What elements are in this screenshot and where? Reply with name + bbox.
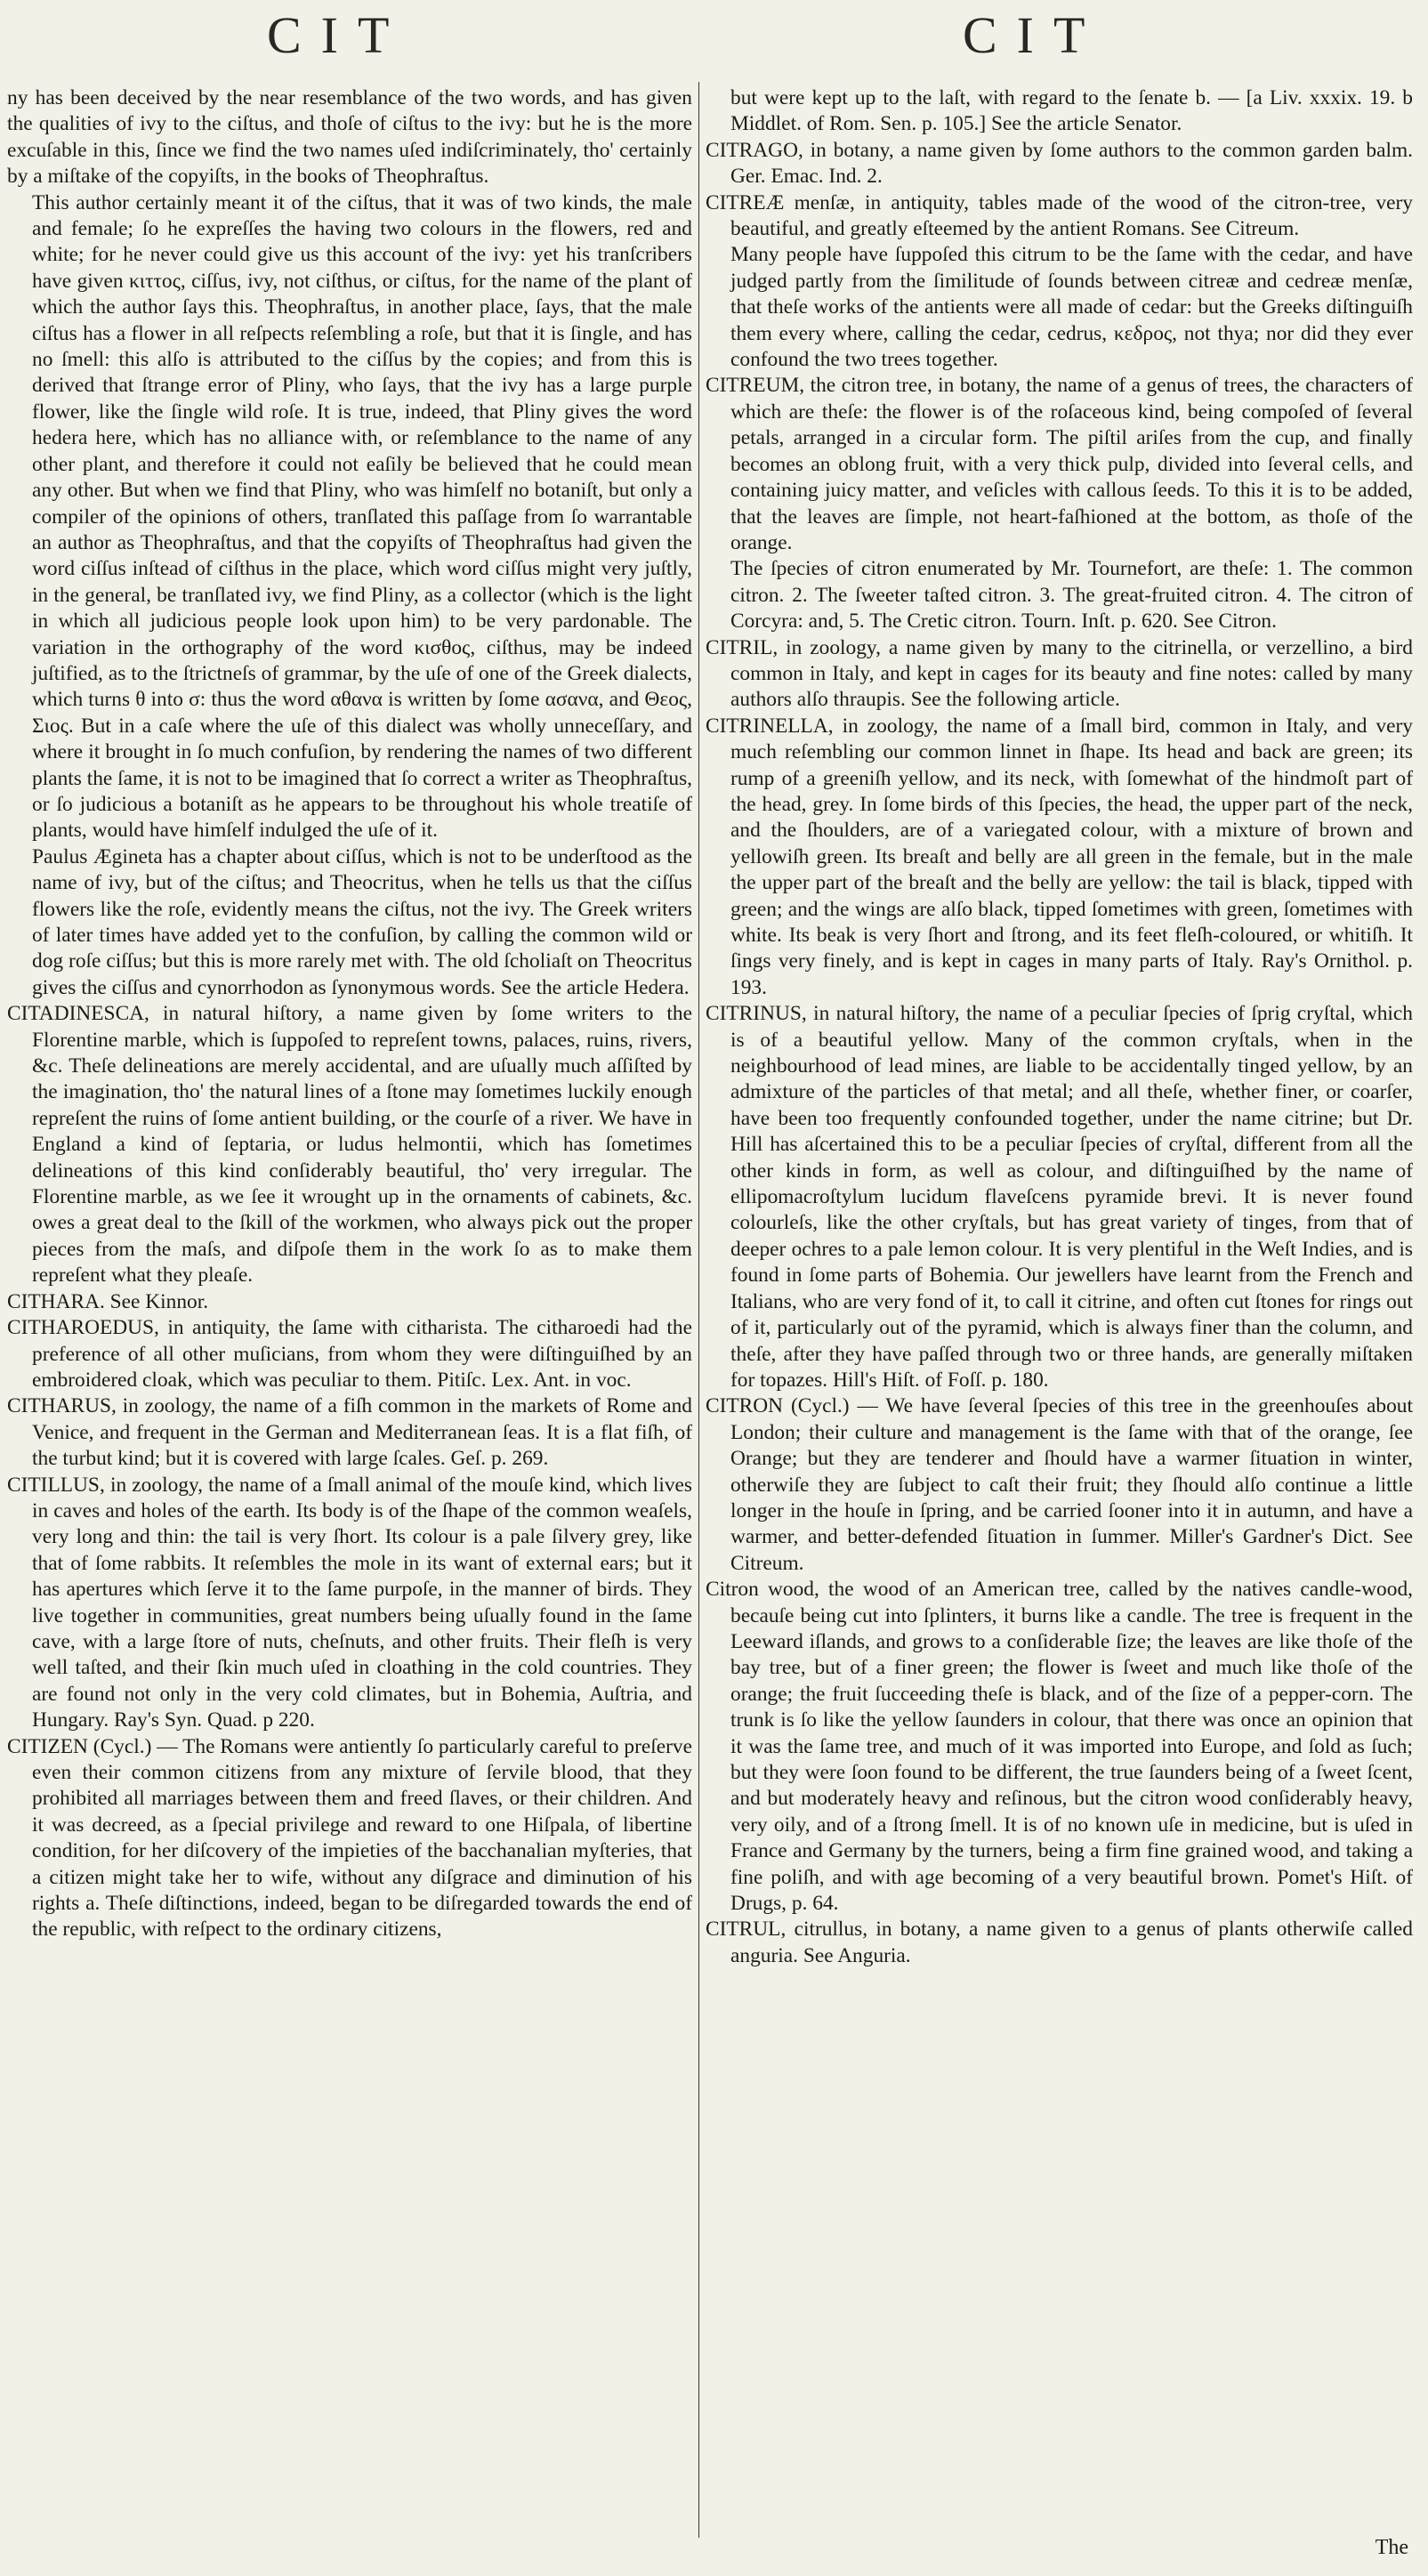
running-head-left: CIT bbox=[267, 6, 409, 64]
entry-citrul: CITRUL, citrullus, in botany, a name given to a genus of plants otherwiſe called anguria. See Anguria. bbox=[706, 1918, 1413, 1967]
paragraph: This author certainly meant it of the ciſtus, that it was of two kinds, the male and female; ſo he expreſſes the having two colours in the flowers, red and white; for he never could give us this account of the ivy: yet his tranſcribers have given κιττος, ciſſus, ivy, not ciſthus, or ciſtus, for the name of the plant of which the author ſays this. Theophraſtus, in another place, ſays, that the male ciſtus has a flower in all reſpects reſembling a roſe, but that it is ſingle, and has no ſmell: this alſo is attributed to the ciſſus by the copies; and from this is derived that ſtrange error of Pliny, who ſays, that the ivy has a large purple flower, like the ſingle wild roſe. It is true, indeed, that Pliny gives the word hedera here, which has no alliance with, or reſemblance to the name of any other plant, and therefore it could not eaſily be believed that he could mean any other. But when we find that Pliny, who was himſelf no botaniſt, but only a compiler of the opinions of others, tranſlated this paſſage from ſo warrantable an author as Theophraſtus, and that the copyiſts of Theophraſtus had given the word ciſſus inſtead of ciſthus in the place, which word ciſſus might very juſtly, in the general, be tranſlated ivy, we find Pliny, as a collector (which is the light in which all judicious people look upon him) to be very pardonable. The variation in the orthography of the word κισθος, ciſthus, may be indeed juſtified, as to the ſtrictneſs of grammar, by the uſe of one of the Greek dialects, which turns θ into σ: thus the word αθανα is written by ſome ασανα, and Θεος, Σιος. But in a caſe where the uſe of this dialect was wholly unneceſſary, and where it brought in ſo much confuſion, by rendering the names of two different plants the ſame, it is not to be imagined that ſo correct a writer as Theophraſtus, or ſo judicious a botaniſt as he appears to be throughout his whole treatiſe of plants, would have himſelf indulged the uſe of it. bbox=[32, 190, 692, 843]
entry-citrago: CITRAGO, in botany, a name given by ſome authors to the common garden balm. Ger. Emac. Ind. 2. bbox=[706, 138, 1413, 189]
catchword: The bbox=[1375, 2536, 1408, 2559]
entry-citillus: CITILLUS, in zoology, the name of a ſmall animal of the mouſe kind, which lives in caves and holes of the earth. Its body is of the ſhape of the common weaſels, very long and thin: the tail is very ſhort. Its colour is a pale ſilvery grey, like that of ſome rabbits. It reſembles the mole in its want of external ears; but it has apertures which ſerve it to the ſame purpoſe, in the manner of birds. They live together in communities, great numbers being uſually found in the ſame cave, with a large ſtore of nuts, cheſnuts, and other fruits. Their fleſh is very well taſted, and their ſkin much uſed in cloathing in the cold countries. They are found not only in the very cold climates, but in Bohemia, Auſtria, and Hungary. Ray's Syn. Quad. p 220. bbox=[7, 1473, 692, 1732]
continuation-paragraph: ny has been deceived by the near resemblance of the two words, and has given the qualities of ivy to the ciſtus, and thoſe of ciſtus to the ivy: but he is the more excuſable in this, ſince we find the two names uſed indiſcriminately, tho' certainly by a miſtake of the copyiſts, in the books of Theophraſtus. bbox=[7, 86, 692, 189]
right-column bbox=[706, 85, 1413, 2541]
entry-citron-wood: Citron wood, the wood of an American tree, called by the natives candle-wood, becauſe being cut into ſplinters, it burns like a candle. The tree is frequent in the Leeward iſlands, and grows to a conſiderable ſize; the leaves are like thoſe of the bay tree, but of a finer green; the flower is ſweet and much like thoſe of the orange; the fruit ſucceeding theſe is black, and of the ſize of a pepper-corn. The trunk is ſo like the yellow ſaunders in colour, that there was once an opinion that it was the ſame tree, and much of it was imported into Europe, and ſold as ſuch; but they were ſoon found to be different, the true ſaunders being of a ſweet ſcent, and but moderately heavy and reſinous, but the citron wood conſiderably heavy, very oily, and of a ſtrong ſmell. It is of no known uſe in medicine, but is uſed in France and Germany by the turners, being a firm fine grained wood, and taking a fine poliſh, and with age becoming of a very beautiful brown. Pomet's Hiſt. of Drugs, p. 64. bbox=[706, 1578, 1413, 1916]
paragraph: Many people have ſuppoſed this citrum to be the ſame with the cedar, and have judged partly from the ſimilitude of ſounds between citreæ and cedreæ menſæ, that theſe works of the antients were all made of cedar: but the Greeks diſtinguiſh them every where, calling the cedar, cedrus, κεδρος, not thya; nor did they ever confound the two trees together. bbox=[730, 243, 1413, 372]
entry-citrinella: CITRINELLA, in zoology, the name of a ſmall bird, common in Italy, and very much reſembling our common linnet in ſhape. Its head and back are green; its rump of a greeniſh yellow, and its neck, with ſomewhat of the hindmoſt part of the head, grey. In ſome birds of this ſpecies, the head, the upper part of the neck, and the ſhoulders, are of a variegated colour, with a mixture of brown and yellowiſh green. Its breaſt and belly are all green in the female, but in the male the upper part of the breaſt and the belly are yellow: the tail is black, tipped with green; and the wings are alſo black, tipped ſometimes with green, ſometimes with white. Its beak is very ſhort and ſtrong, and its feet fleſh-coloured, or whitiſh. It ſings very finely, and is kept in cages in many parts of Italy. Ray's Ornithol. p. 193. bbox=[706, 714, 1413, 999]
entry-citharoedus: CITHAROEDUS, in antiquity, the ſame with citharista. The citharoedi had the preference of all other muſicians, from whom they were diſtinguiſhed by an embroidered cloak, which was peculiar to them. Pitiſc. Lex. Ant. in voc. bbox=[7, 1316, 692, 1392]
entry-citharus: CITHARUS, in zoology, the name of a fiſh common in the markets of Rome and Venice, and frequent in the German and Mediterranean ſeas. It is a flat fiſh, of the turbut kind; but it is covered with large ſcales. Geſ. p. 269. bbox=[7, 1394, 692, 1471]
left-column bbox=[7, 85, 692, 2541]
continuation-paragraph: but were kept up to the laſt, with regard to the ſenate b. — [a Liv. xxxix. 19. b Middlet. of Rom. Sen. p. 105.] See the article Senator. bbox=[730, 86, 1413, 136]
entry-citreae: CITREÆ menſæ, in antiquity, tables made of the wood of the citron-tree, very beautiful, and greatly eſteemed by the antient Romans. See Citreum. bbox=[706, 190, 1413, 241]
entry-citreum: CITREUM, the citron tree, in botany, the name of a genus of trees, the characters of which are theſe: the flower is of the roſaceous kind, being compoſed of ſeveral petals, arranged in a circular form. The piſtil ariſes from the cup, and finally becomes an oblong fruit, with a very thick pulp, divided into ſeveral cells, and containing juicy matter, and veſicles with callous ſeeds. To this it is to be added, that the leaves are ſimple, not heart-faſhioned at the bottom, as thoſe of the orange. bbox=[706, 374, 1413, 554]
entry-citizen: CITIZEN (Cycl.) — The Romans were antiently ſo particularly careful to preſerve even their common citizens from any mixture of ſervile blood, that they prohibited all marriages between them and freed ſlaves, or their children. And it was decreed, as a ſpecial privilege and reward to one Hiſpala, of libertine condition, for her diſcovery of the impieties of the bacchanalian myſteries, that a citizen might take her to wife, without any diſgrace and diminution of his rights a. Theſe diſtinctions, indeed, began to be diſregarded towards the end of the republic, with reſpect to the ordinary citizens, bbox=[7, 1734, 692, 1942]
column-divider bbox=[698, 82, 699, 2538]
entry-citron: CITRON (Cycl.) — We have ſeveral ſpecies of this tree in the greenhouſes about London; their culture and management is the ſame with that of the orange, ſee Orange; but they are tenderer and ſhould have a warmer ſituation in winter, otherwiſe they are ſubject to caſt their fruit; they ſhould alſo continue a little longer in the houſe in ſpring, and be carried ſooner into it in autumn, and have a warmer, and better-defended ſituation in ſummer. Miller's Gardner's Dict. See Citreum. bbox=[706, 1394, 1413, 1575]
entry-citril: CITRIL, in zoology, a name given by many to the citrinella, or verzellino, a bird common in Italy, and kept in cages for its beauty and fine notes: called by many authors alſo thraupis. See the following article. bbox=[706, 635, 1413, 712]
paragraph: Paulus Ægineta has a chapter about ciſſus, which is not to be underſtood as the name of ivy, but of the ciſtus; and Theocritus, when he tells us that the ciſſus flowers like the roſe, evidently means the ciſtus, not the ivy. The Greek writers of later times have added yet to the confuſion, by calling the common wild or dog roſe ciſſus; but this is more rarely met with. The old ſcholiaſt on Theocritus gives the ciſſus and cynorrhodon as ſynonymous words. See the article Hedera. bbox=[32, 844, 692, 999]
paragraph: The ſpecies of citron enumerated by Mr. Tournefort, are theſe: 1. The common citron. 2. The ſweeter taſted citron. 3. The great-fruited citron. 4. The citron of Corcyra: and, 5. The Cretic citron. Tourn. Inſt. p. 620. See Citron. bbox=[730, 557, 1413, 634]
entry-citrinus: CITRINUS, in natural hiſtory, the name of a peculiar ſpecies of ſprig cryſtal, which is of a beautiful yellow. Many of the common cryſtals, when in the neighbourhood of lead mines, are liable to be accidentally tinged yellow, by an admixture of the particles of that metal; and all theſe, whether finer, or coarſer, have been too frequently confounded together, under the name citrine; but Dr. Hill has aſcertained this to be a peculiar ſpecies of cryſtal, different from all the other kinds in form, as well as colour, and diſtinguiſhed by the name of ellipomacroſtylum lucidum flaveſcens pyramide brevi. It is never found colourleſs, like the other cryſtals, but has great variety of tinges, from that of deeper ochres to a pale lemon colour. It is very plentiful in the Weſt Indies, and is found in ſome parts of Bohemia. Our jewellers have learnt from the French and Italians, who are very fond of it, to call it citrine, and often cut ſtones for rings out of it, particularly out of the pyramid, which is always finer than the column, and theſe, after they have paſſed through two or three hands, are generally miſtaken for topazes. Hill's Hiſt. of Foſſ. p. 180. bbox=[706, 1002, 1413, 1392]
running-head-right: CIT bbox=[963, 6, 1105, 64]
entry-citadinesca: CITADINESCA, in natural hiſtory, a name given by ſome writers to the Florentine marble, which is ſuppoſed to repreſent towns, palaces, ruins, rivers, &c. Theſe delineations are merely accidental, and are uſually much aſſiſted by the imagination, tho' the natural lines of a ſtone may ſometimes luckily enough repreſent the ruins of ſome antient building, or the courſe of a river. We have in England a kind of ſeptaria, or ludus helmontii, which has ſometimes delineations of this kind conſiderably beautiful, tho' very irregular. The Florentine marble, as we ſee it wrought up in the ornaments of cabinets, &c. owes a great deal to the ſkill of the workmen, who always pick out the proper pieces from the maſs, and diſpoſe them in the work ſo as to make them repreſent what they pleaſe. bbox=[7, 1002, 692, 1288]
entry-cithara: CITHARA. See Kinnor. bbox=[7, 1289, 209, 1313]
